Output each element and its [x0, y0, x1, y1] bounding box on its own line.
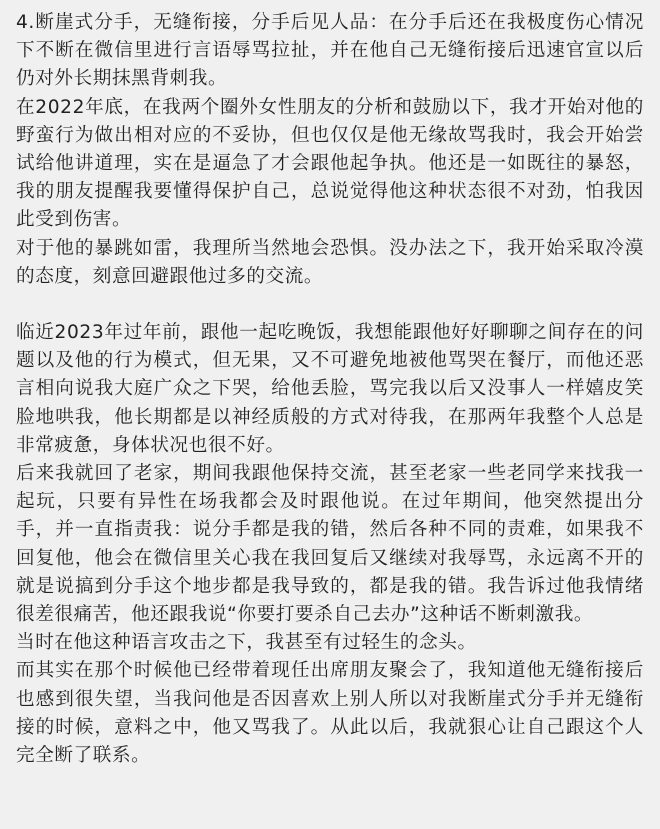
paragraph-back-home: 后来我就回了老家，期间我跟他保持交流，甚至老家一些老同学来找我一起玩，只要有异性在场我都会及时跟他说。在过年期间，他突然提出分手，并一直指责我：说分手都是我的错，然后各种不同的责难，如果我不回复他，他会在微信里关心我在我回复后又继续对我辱骂，永远离不开的就是说搞到分手这个地步都是我导致的，都是我的错。我告诉过他我情绪很差很痛苦，他还跟我说“你要打要杀自己去办”这种话不断刺激我。 — [16, 463, 644, 626]
paragraph-before-2023-new-year: 临近2023年过年前，跟他一起吃晚饭，我想能跟他好好聊聊之间存在的问题以及他的行为模式，但无果，又不可避免地被他骂哭在餐厅，而他还恶言相向说我大庭广众之下哭，给他丢脸，骂完我以后又没事人一样嬉皮笑脸地哄我，他长期都是以神经质般的方式对待我，在那两年我整个人总是非常疲惫，身体状况也很不好。 — [16, 322, 644, 456]
paragraph-cut-contact: 而其实在那个时候他已经带着现任出席朋友聚会了，我知道他无缝衔接后也感到很失望，当我问他是否因喜欢上别人所以对我断崖式分手并无缝衔接的时候，意料之中，他又骂我了。从此以后，我就狠心让自己跟这个人完全断了联系。 — [16, 660, 644, 767]
paragraph-cold-attitude: 对于他的暴跳如雷，我理所当然地会恐惧。没办法之下，我开始采取冷漠的态度，刻意回避跟他过多的交流。 — [16, 237, 644, 287]
paragraph-end-2022: 在2022年底，在我两个圈外女性朋友的分析和鼓励以下，我才开始对他的野蛮行为做出相对应的不妥协，但也仅仅是他无缘故骂我时，我会开始尝试给他讲道理，实在是逼急了才会跟他起争执。他还是一如既往的暴怒，我的朋友提醒我要懂得保护自己，总说觉得他这种状态很不对劲，怕我因此受到伤害。 — [16, 96, 644, 231]
paragraph-breakup-heading: 4.断崖式分手，无缝衔接，分手后见人品：在分手后还在我极度伤心情况下不断在微信里进行言语辱骂拉扯，并在他自己无缝衔接后迅速官宣以后仍对外长期抹黑背刺我。 — [16, 12, 644, 90]
paragraph-verbal-attack: 当时在他这种语言攻击之下，我甚至有过轻生的念头。 — [16, 632, 477, 654]
